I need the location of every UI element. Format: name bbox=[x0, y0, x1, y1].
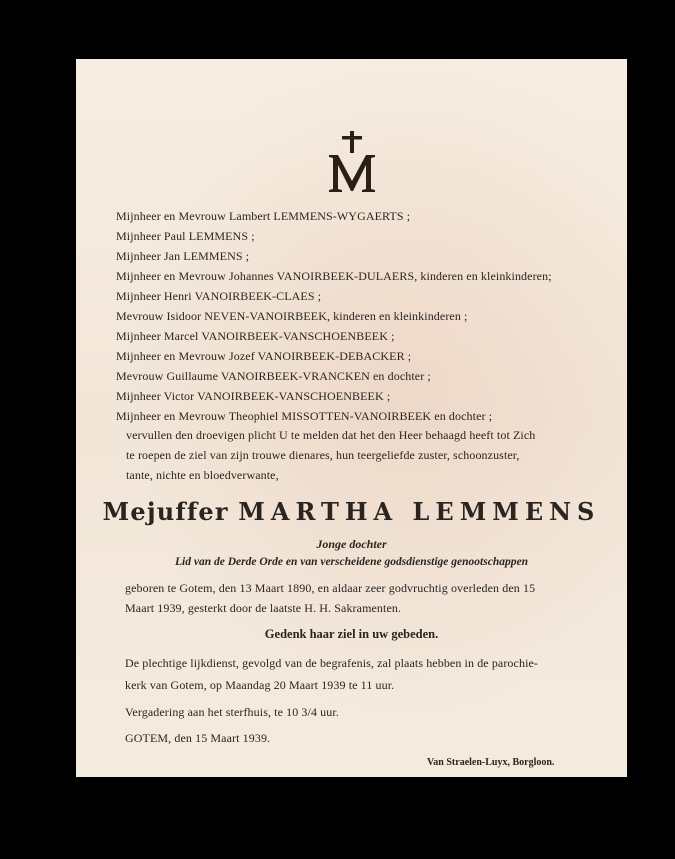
announcement-line: te roepen de ziel van zijn trouwe dienares, hun teergeliefde zuster, schoonzuster, bbox=[126, 448, 520, 462]
mourner-line: Mevrouw Guillaume VANOIRBEEK-VRANCKEN en dochter ; bbox=[116, 369, 431, 383]
birth-line: geboren te Gotem, den 13 Maart 1890, en aldaar zeer godvruchtig overleden den 15 bbox=[125, 581, 536, 595]
announcement-line: vervullen den droevigen plicht U te melden dat het den Heer behaagd heeft tot Zich bbox=[126, 428, 536, 442]
mourner-line: Mijnheer Jan LEMMENS ; bbox=[116, 249, 250, 263]
service-line: kerk van Gotem, op Maandag 20 Maart 1939 te 11 uur. bbox=[125, 678, 395, 692]
mourner-line: Mijnheer en Mevrouw Lambert LEMMENS-WYGAERTS ; bbox=[116, 209, 411, 223]
printer-credit: Van Straelen-Luyx, Borgloon. bbox=[427, 757, 555, 768]
mourner-line: Mijnheer en Mevrouw Jozef VANOIRBEEK-DEBACKER ; bbox=[116, 349, 412, 363]
birth-line: Maart 1939, gesterkt door de laatste H. H. Sakramenten. bbox=[125, 601, 402, 615]
prayer-line: Gedenk haar ziel in uw gebeden. bbox=[264, 627, 439, 641]
mourner-line: Mijnheer en Mevrouw Theophiel MISSOTTEN-VANOIRBEEK en dochter ; bbox=[116, 409, 493, 423]
dateline: GOTEM, den 15 Maart 1939. bbox=[125, 731, 271, 745]
mourner-line: Mevrouw Isidoor NEVEN-VANOIRBEEK, kinderen en kleinkinderen ; bbox=[116, 309, 468, 323]
deceased-name: MARTHA LEMMENS bbox=[238, 497, 601, 526]
announcement-line: tante, nichte en bloedverwante, bbox=[126, 468, 279, 482]
deceased-title bbox=[76, 497, 627, 526]
mourner-line: Mijnheer Henri VANOIRBEEK-CLAES ; bbox=[116, 289, 322, 303]
service-line: De plechtige lijkdienst, gevolgd van de begrafenis, zal plaats hebben in de parochie- bbox=[125, 656, 539, 670]
mourner-line: Mijnheer Marcel VANOIRBEEK-VANSCHOENBEEK ; bbox=[116, 329, 395, 343]
subtitle: Jonge dochter bbox=[316, 537, 387, 551]
gathering-line: Vergadering aan het sterfhuis, te 10 3/4 uur. bbox=[125, 705, 339, 719]
mourner-line: Mijnheer Paul LEMMENS ; bbox=[116, 229, 255, 243]
cross-monogram-icon bbox=[326, 129, 378, 195]
mourner-line: Mijnheer Victor VANOIRBEEK-VANSCHOENBEEK ; bbox=[116, 389, 391, 403]
death-notice-sheet bbox=[76, 59, 627, 777]
membership-line: Lid van de Derde Orde en van verscheidene godsdienstige genootschappen bbox=[175, 556, 528, 568]
title-prefix: Mejuffer bbox=[102, 497, 229, 526]
mourner-line: Mijnheer en Mevrouw Johannes VANOIRBEEK-DULAERS, kinderen en kleinkinderen; bbox=[116, 269, 552, 283]
